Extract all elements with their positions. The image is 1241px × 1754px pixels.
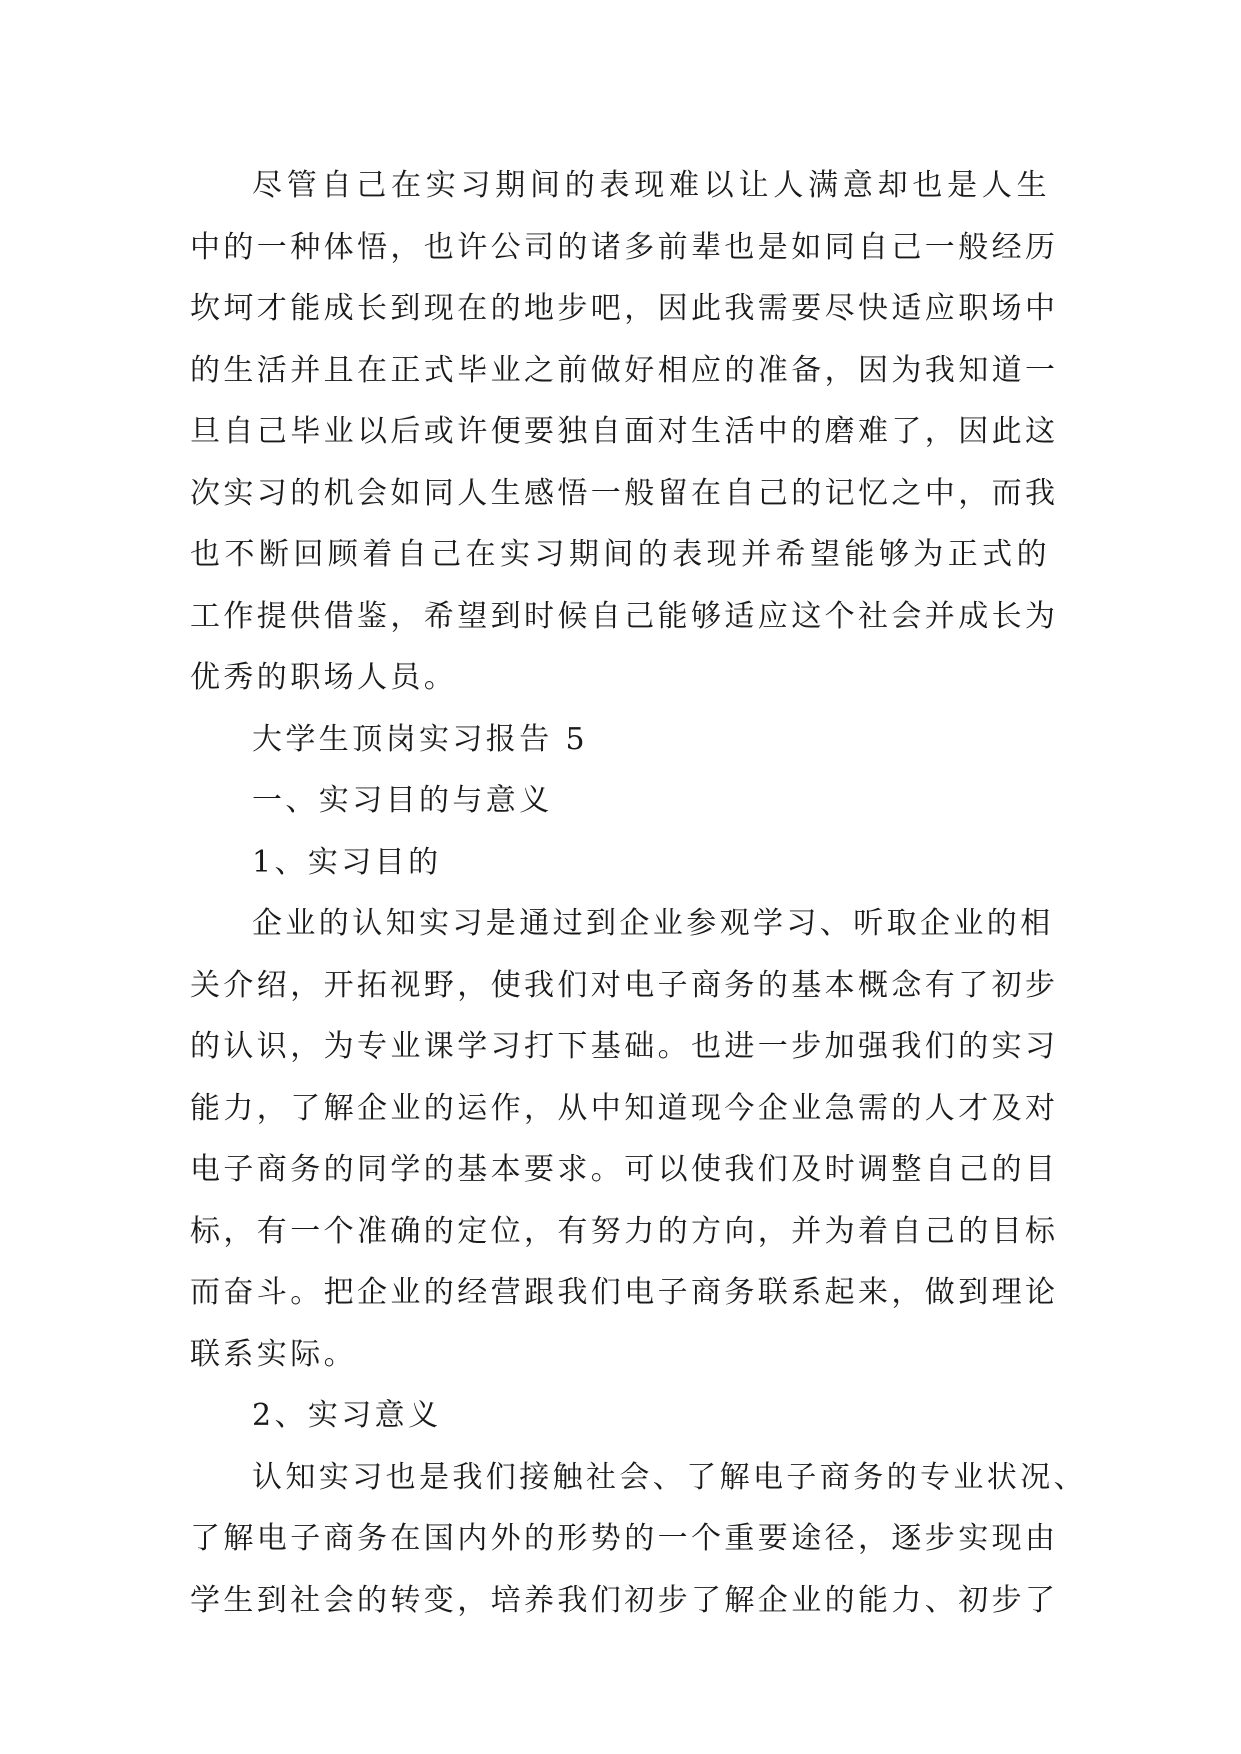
text-line: 电子商务的同学的基本要求。可以使我们及时调整自己的目 [190,1152,1059,1187]
text-line: 旦自己毕业以后或许便要独自面对生活中的磨难了，因此这 [190,414,1059,449]
text-line: 次实习的机会如同人生感悟一般留在自己的记忆之中，而我 [190,475,1059,511]
paragraph-significance [190,1447,1087,1632]
text-line: 而奋斗。把企业的经营跟我们电子商务联系起来，做到理论 [190,1275,1059,1310]
text-line: 工作提供借鉴，希望到时候自己能够适应这个社会并成长为 [190,598,1059,634]
subsection-heading: 2、实习意义 [252,1398,442,1433]
text-line: 能力，了解企业的运作，从中知道现今企业急需的人才及对 [190,1090,1059,1126]
document-body [190,155,1087,1631]
text-line: 关介绍，开拓视野，使我们对电子商务的基本概念有了初步 [190,967,1059,1003]
text-line: 联系实际。 [190,1336,357,1372]
text-line: 了解电子商务在国内外的形势的一个重要途径，逐步实现由 [190,1521,1059,1556]
section-heading: 一、实习目的与意义 [252,783,553,818]
paragraph-purpose [190,893,1059,1385]
text-line: 的认识，为专业课学习打下基础。也进一步加强我们的实习 [190,1029,1059,1064]
text-line: 的生活并且在正式毕业之前做好相应的准备，因为我知道一 [190,352,1059,388]
text-line: 尽管自己在实习期间的表现难以让人满意却也是人生 [252,168,1050,203]
subsection-heading: 1、实习目的 [252,844,442,880]
text-line: 也不断回顾着自己在实习期间的表现并希望能够为正式的 [190,537,1050,572]
text-line: 学生到社会的转变，培养我们初步了解企业的能力、初步了 [190,1582,1059,1618]
text-line: 标，有一个准确的定位，有努力的方向，并为着自己的目标 [190,1213,1059,1249]
text-line: 坎坷才能成长到现在的地步吧，因此我需要尽快适应职场中 [190,291,1059,326]
text-line: 认知实习也是我们接触社会、了解电子商务的专业状况、 [252,1459,1087,1495]
paragraph-reflection [190,155,1059,709]
text-line: 企业的认知实习是通过到企业参观学习、听取企业的相 [252,906,1054,941]
report-title: 大学生顶岗实习报告 5 [252,721,589,757]
text-line: 中的一种体悟，也许公司的诸多前辈也是如同自己一般经历 [190,229,1059,265]
text-line: 优秀的职场人员。 [190,660,458,695]
